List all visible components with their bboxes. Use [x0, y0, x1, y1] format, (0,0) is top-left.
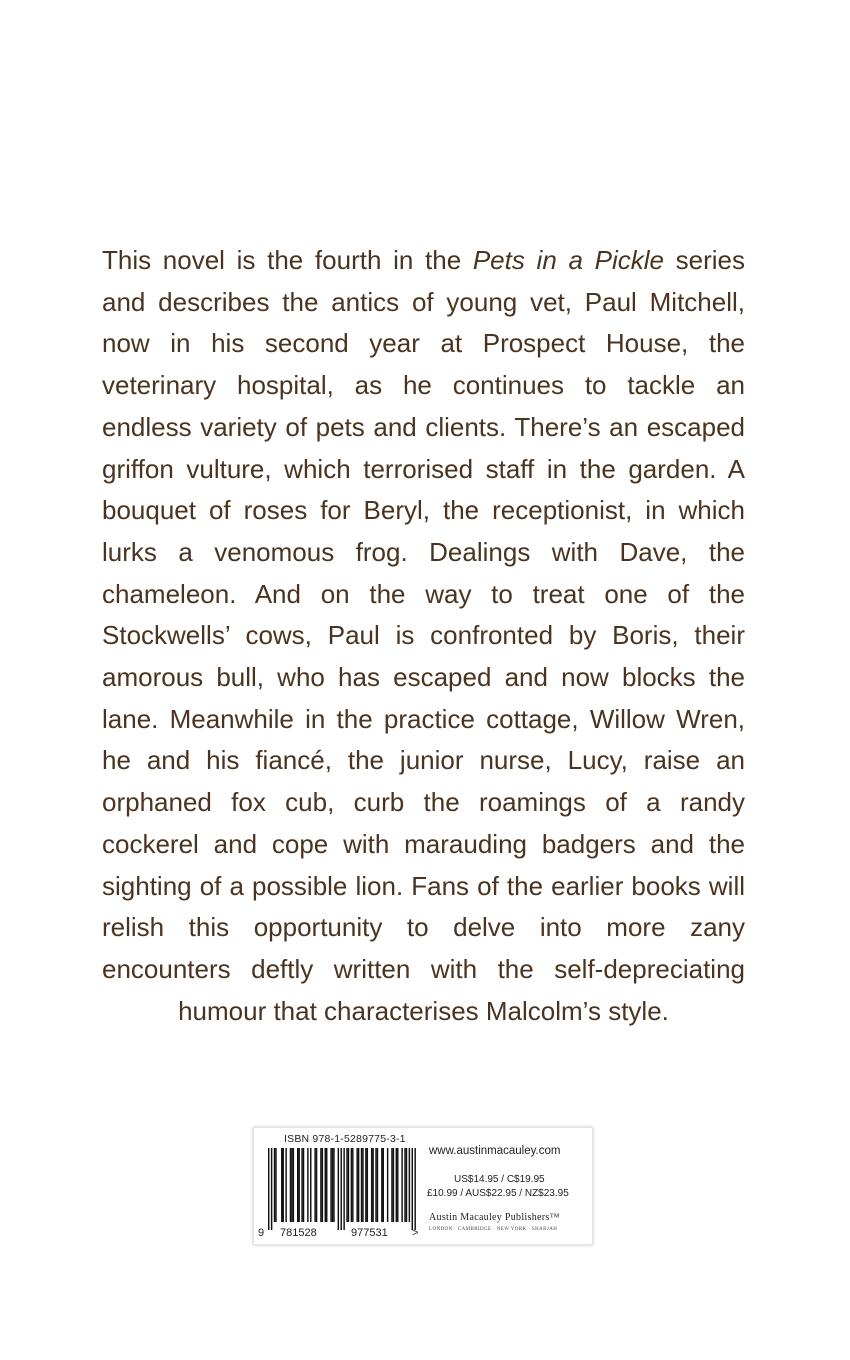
barcode-bar	[346, 1148, 347, 1222]
barcode-bar	[314, 1148, 315, 1222]
barcode-bar	[412, 1148, 413, 1230]
isbn-barcode	[266, 1148, 416, 1230]
barcode-bar	[396, 1148, 397, 1222]
barcode-bar	[358, 1148, 359, 1222]
barcode-bar	[365, 1148, 366, 1222]
barcode-bar	[307, 1148, 308, 1222]
barcode-bar	[391, 1148, 392, 1222]
barcode-bar	[285, 1148, 286, 1222]
barcode-bar	[332, 1148, 333, 1222]
barcode-bar	[316, 1148, 317, 1222]
barcode-bar	[326, 1148, 327, 1222]
publisher-info	[424, 1128, 589, 1244]
barcode-bar	[362, 1148, 363, 1222]
isbn-number: ISBN 978-1-5289775-3-1	[284, 1133, 406, 1145]
publisher-logo: Austin Macauley Publishers™	[429, 1212, 560, 1223]
barcode-bar	[393, 1148, 394, 1222]
barcode-bar	[361, 1148, 362, 1222]
blurb-text-start: This novel is the fourth in the	[102, 245, 473, 275]
barcode-bar	[375, 1148, 376, 1222]
barcode-bar	[325, 1148, 326, 1222]
barcode-bar	[409, 1148, 410, 1222]
barcode-bar	[352, 1148, 353, 1222]
price-line-2: £10.99 / AUS$22.95 / NZ$23.95	[427, 1188, 569, 1199]
barcode-bar	[338, 1148, 339, 1230]
barcode-bar	[301, 1148, 302, 1222]
barcode-lead-digit: 9	[258, 1227, 265, 1239]
barcode-panel	[253, 1127, 593, 1245]
barcode-bar	[341, 1148, 342, 1230]
barcode-bar	[303, 1148, 304, 1222]
barcode-bar	[320, 1148, 321, 1222]
barcode-bar	[343, 1148, 344, 1230]
barcode-bar	[377, 1148, 378, 1222]
barcode-bar	[406, 1148, 407, 1222]
price-line-1: US$14.95 / C$19.95	[454, 1174, 545, 1185]
barcode-arrow: >	[412, 1227, 419, 1239]
barcode-right-digits: 977531	[351, 1227, 388, 1239]
barcode-bar	[371, 1148, 372, 1222]
barcode-bar	[404, 1148, 405, 1222]
back-cover-blurb	[102, 240, 745, 1032]
barcode-bar	[322, 1148, 323, 1222]
barcode-bar	[401, 1148, 402, 1222]
barcode-bar	[297, 1148, 298, 1222]
barcode-bar	[268, 1148, 269, 1230]
barcode-bar	[383, 1148, 384, 1222]
barcode-bar	[367, 1148, 368, 1222]
barcode-bar	[330, 1148, 331, 1222]
barcode-bar	[333, 1148, 334, 1222]
blurb-text-rest: series and describes the antics of young vet, Paul Mitchell, now in his second year at Prospect House, the veterinary hospital, as he continues to tackle an endless variety of pets and clients. There’s an escaped griffon vulture, which terrorised staff in the garden. A bouquet of roses for Beryl, the receptionist, in which lurks a venomous frog. Dealings with Dave, the chameleon. And on the way to treat one of the Stockwells’ cows, Paul is confronted by Boris, their amorous bull, who has escaped and now blocks the lane. Meanwhile in the practice cottage, Willow Wren, he and his fiancé, the junior nurse, Lucy, raise an orphaned fox cub, curb the roamings of a randy cockerel and cope with marauding badgers and the sighting of a possible lion. Fans of the earlier books will relish this opportunity to delve into more zany encounters deftly written with the self-depreciating humour that characterises Malcolm’s style.	[102, 245, 746, 1026]
barcode-bar	[290, 1148, 291, 1222]
barcode-bar	[298, 1148, 299, 1222]
barcode-bar	[351, 1148, 352, 1222]
series-title: Pets in a Pickle	[472, 245, 664, 275]
barcode-bar	[283, 1148, 284, 1222]
barcode-bar	[281, 1148, 282, 1222]
publisher-cities: LONDON · CAMBRIDGE · NEW YORK · SHARJAH	[429, 1227, 558, 1232]
barcode-bar	[291, 1148, 292, 1222]
barcode-bar	[387, 1148, 388, 1222]
barcode-bar	[348, 1148, 349, 1222]
barcode-bar	[372, 1148, 373, 1222]
barcode-bar	[414, 1148, 415, 1230]
barcode-bar	[381, 1148, 382, 1222]
barcode-bar	[275, 1148, 276, 1222]
barcode-bar	[356, 1148, 357, 1222]
publisher-website: www.austinmacauley.com	[429, 1145, 561, 1157]
barcode-left-digits: 781528	[280, 1227, 317, 1239]
barcode-bar	[271, 1148, 272, 1230]
barcode-bar	[397, 1148, 398, 1222]
barcode-bar	[310, 1148, 311, 1222]
barcode-bar	[293, 1148, 294, 1222]
barcode-bar	[274, 1148, 275, 1222]
